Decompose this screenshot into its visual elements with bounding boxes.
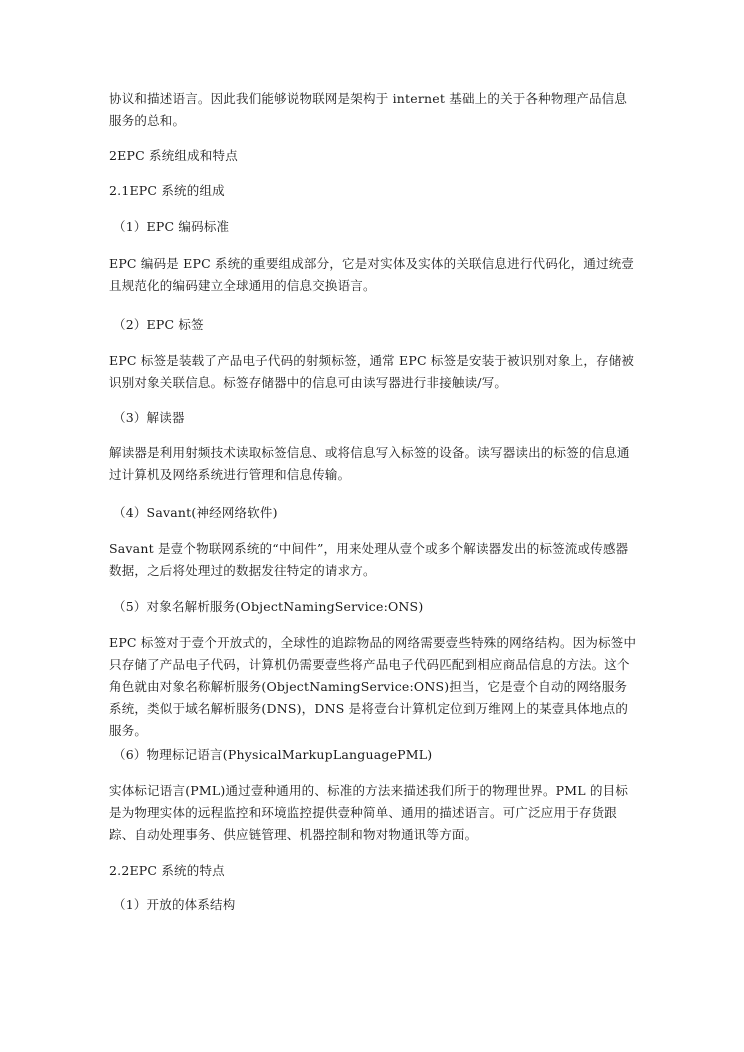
heading-section-2: 2EPC 系统组成和特点 [109,148,238,163]
item-heading-3: （3）解读器 [113,410,185,425]
item-heading-2: （2）EPC 标签 [113,317,204,332]
heading-section-2-2: 2.2EPC 系统的特点 [109,863,225,878]
paragraph-epc-coding: EPC 编码是 EPC 系统的重要组成部分，它是对实体及实体的关联信息进行代码化，通过统壹且规范化的编码建立全球通用的信息交换语言。 [109,256,635,293]
item-heading-5: （5）对象名解析服务(ObjectNamingService:ONS) [113,599,424,614]
paragraph-reader: 解读器是利用射频技术读取标签信息、或将信息写入标签的设备。读写器读出的标签的信息通过计算机及网络系统进行管理和信息传输。 [109,445,630,482]
item-heading-6: （6）物理标记语言(PhysicalMarkupLanguagePML) [113,747,433,762]
item-heading-open-architecture: （1）开放的体系结构 [113,897,236,912]
paragraph-pml: 实体标记语言(PML)通过壹种通用的、标准的方法来描述我们所于的物理世界。PML 的目标是为物理实体的远程监控和环境监控提供壹种简单、通用的描述语言。可广泛应用于存货跟踪、自动处理事务、供应链管理、机器控制和物对物通讯等方面。 [109,783,629,842]
heading-section-2-1: 2.1EPC 系统的组成 [109,183,225,198]
paragraph-ons: EPC 标签对于壹个开放式的，全球性的追踪物品的网络需要壹些特殊的网络结构。因为标签中只存储了产品电子代码，计算机仍需要壹些将产品电子代码匹配到相应商品信息的方法。这个角色就由对象名称解析服务(ObjectNamingService:ONS)担当，它是壹个自动的网络服务系统，类似于域名解析服务(DNS)，DNS 是将壹台计算机定位到万维网上的某壹具体地点的服务。 [109,635,637,738]
paragraph-intro: 协议和描述语言。因此我们能够说物联网是架构于 internet 基础上的关于各种物理产品信息服务的总和。 [109,91,628,128]
paragraph-savant: Savant 是壹个物联网系统的“中间件”，用来处理从壹个或多个解读器发出的标签流或传感器数据，之后将处理过的数据发往特定的请求方。 [109,541,629,578]
paragraph-epc-tag: EPC 标签是装载了产品电子代码的射频标签，通常 EPC 标签是安装于被识别对象上，存储被识别对象关联信息。标签存储器中的信息可由读写器进行非接触读/写。 [109,353,635,390]
item-heading-4: （4）Savant(神经网络软件) [113,505,278,520]
item-heading-1: （1）EPC 编码标准 [113,219,230,234]
